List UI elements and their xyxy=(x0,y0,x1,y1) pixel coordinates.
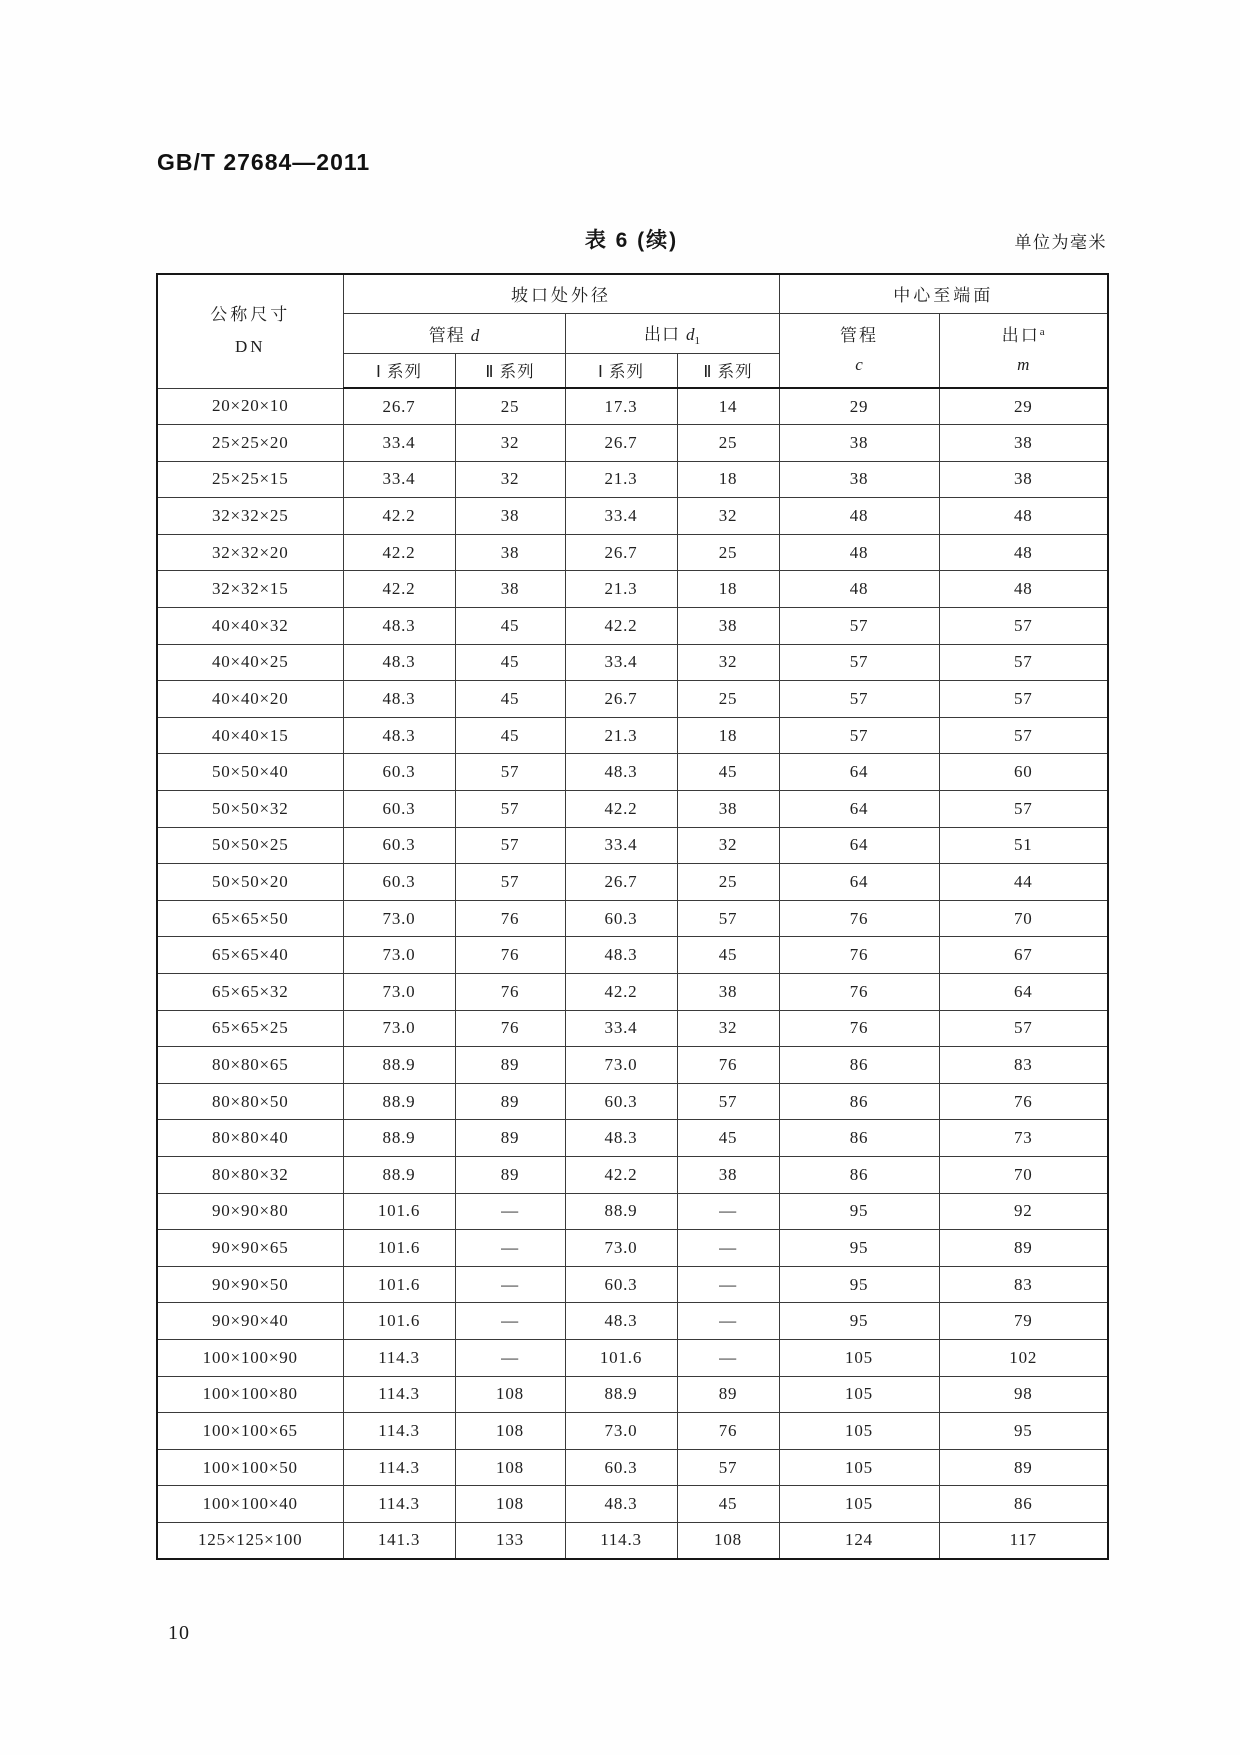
value-cell: 42.2 xyxy=(565,608,677,645)
dn-cell: 100×100×50 xyxy=(157,1449,343,1486)
value-cell: 38 xyxy=(677,1156,779,1193)
value-cell: 42.2 xyxy=(565,1156,677,1193)
value-cell: 33.4 xyxy=(565,1010,677,1047)
value-cell: 33.4 xyxy=(343,425,455,462)
value-cell: 114.3 xyxy=(343,1339,455,1376)
value-cell: 76 xyxy=(779,937,939,974)
value-cell: 64 xyxy=(779,864,939,901)
value-cell: — xyxy=(677,1230,779,1267)
value-cell: 38 xyxy=(677,608,779,645)
table-body xyxy=(157,388,1108,1559)
table-row xyxy=(157,974,1108,1011)
col-group-center-to-end: 中心至端面 xyxy=(779,274,1108,313)
value-cell: 117 xyxy=(939,1522,1108,1559)
value-cell: — xyxy=(677,1193,779,1230)
table-row xyxy=(157,1376,1108,1413)
table-row xyxy=(157,900,1108,937)
col-header-series-2-outlet: Ⅱ 系列 xyxy=(677,353,779,388)
table-row xyxy=(157,1047,1108,1084)
dn-cell: 100×100×90 xyxy=(157,1339,343,1376)
value-cell: 17.3 xyxy=(565,388,677,425)
dn-cell: 50×50×25 xyxy=(157,827,343,864)
value-cell: 60.3 xyxy=(343,791,455,828)
col-header-series-1-run: Ⅰ 系列 xyxy=(343,353,455,388)
value-cell: 33.4 xyxy=(565,644,677,681)
value-cell: 48.3 xyxy=(565,1486,677,1523)
table-row xyxy=(157,1120,1108,1157)
table-row xyxy=(157,534,1108,571)
value-cell: 32 xyxy=(677,644,779,681)
value-cell: 45 xyxy=(677,937,779,974)
value-cell: 60 xyxy=(939,754,1108,791)
table-row xyxy=(157,388,1108,425)
value-cell: 32 xyxy=(455,461,565,498)
value-cell: 48 xyxy=(779,498,939,535)
value-cell: 51 xyxy=(939,827,1108,864)
dn-cell: 50×50×40 xyxy=(157,754,343,791)
value-cell: 18 xyxy=(677,717,779,754)
dn-cell: 80×80×32 xyxy=(157,1156,343,1193)
value-cell: 42.2 xyxy=(343,571,455,608)
value-cell: 88.9 xyxy=(343,1047,455,1084)
table-row xyxy=(157,608,1108,645)
value-cell: 21.3 xyxy=(565,717,677,754)
dn-cell: 100×100×80 xyxy=(157,1376,343,1413)
dn-cell: 25×25×20 xyxy=(157,425,343,462)
value-cell: 48 xyxy=(939,571,1108,608)
dn-cell: 90×90×80 xyxy=(157,1193,343,1230)
dn-cell: 32×32×25 xyxy=(157,498,343,535)
value-cell: 83 xyxy=(939,1047,1108,1084)
value-cell: 45 xyxy=(455,644,565,681)
dn-cell: 40×40×15 xyxy=(157,717,343,754)
dn-cell: 100×100×65 xyxy=(157,1413,343,1450)
value-cell: 98 xyxy=(939,1376,1108,1413)
value-cell: 88.9 xyxy=(343,1120,455,1157)
value-cell: 86 xyxy=(779,1120,939,1157)
dn-label: DN xyxy=(234,337,266,357)
unit-note: 单位为毫米 xyxy=(1014,233,1107,252)
value-cell: 33.4 xyxy=(565,827,677,864)
value-cell: 76 xyxy=(455,900,565,937)
value-cell: — xyxy=(455,1230,565,1267)
dn-cell: 50×50×32 xyxy=(157,791,343,828)
col-header-nominal-size xyxy=(157,274,343,388)
dn-cell: 40×40×20 xyxy=(157,681,343,718)
value-cell: 57 xyxy=(939,644,1108,681)
table-row xyxy=(157,827,1108,864)
dn-cell: 40×40×32 xyxy=(157,608,343,645)
value-cell: — xyxy=(677,1266,779,1303)
dn-cell: 80×80×50 xyxy=(157,1083,343,1120)
col-header-outlet-d1: 出口 $d_1$ xyxy=(565,313,779,353)
value-cell: 45 xyxy=(677,1486,779,1523)
value-cell: 57 xyxy=(939,1010,1108,1047)
value-cell: 48.3 xyxy=(343,608,455,645)
value-cell: 83 xyxy=(939,1266,1108,1303)
value-cell: 95 xyxy=(779,1303,939,1340)
value-cell: 73.0 xyxy=(565,1230,677,1267)
value-cell: 76 xyxy=(779,900,939,937)
value-cell: — xyxy=(455,1339,565,1376)
value-cell: 64 xyxy=(779,827,939,864)
value-cell: 48.3 xyxy=(565,754,677,791)
dn-cell: 25×25×15 xyxy=(157,461,343,498)
value-cell: 102 xyxy=(939,1339,1108,1376)
value-cell: 108 xyxy=(677,1522,779,1559)
col-header-run-d: 管程 d xyxy=(343,313,565,353)
value-cell: 92 xyxy=(939,1193,1108,1230)
spec-table xyxy=(156,273,1109,1560)
value-cell: 21.3 xyxy=(565,571,677,608)
value-cell: 60.3 xyxy=(343,864,455,901)
value-cell: 57 xyxy=(779,644,939,681)
dn-cell: 65×65×25 xyxy=(157,1010,343,1047)
value-cell: 18 xyxy=(677,571,779,608)
value-cell: 76 xyxy=(455,974,565,1011)
table-row xyxy=(157,644,1108,681)
col-group-bevel-outer-diameter: 坡口处外径 xyxy=(343,274,779,313)
dn-cell: 80×80×65 xyxy=(157,1047,343,1084)
dn-cell: 40×40×25 xyxy=(157,644,343,681)
value-cell: 60.3 xyxy=(565,1266,677,1303)
value-cell: 73.0 xyxy=(565,1047,677,1084)
table-row xyxy=(157,425,1108,462)
value-cell: 105 xyxy=(779,1376,939,1413)
dn-cell: 32×32×20 xyxy=(157,534,343,571)
value-cell: 67 xyxy=(939,937,1108,974)
value-cell: 76 xyxy=(677,1413,779,1450)
table-row xyxy=(157,717,1108,754)
table-row xyxy=(157,1486,1108,1523)
value-cell: 105 xyxy=(779,1486,939,1523)
value-cell: 38 xyxy=(779,461,939,498)
value-cell: 48.3 xyxy=(565,1303,677,1340)
value-cell: 101.6 xyxy=(343,1230,455,1267)
value-cell: 89 xyxy=(455,1120,565,1157)
value-cell: 76 xyxy=(779,974,939,1011)
table-row xyxy=(157,1449,1108,1486)
value-cell: 101.6 xyxy=(343,1303,455,1340)
dn-cell: 65×65×50 xyxy=(157,900,343,937)
value-cell: 57 xyxy=(677,1449,779,1486)
table-row xyxy=(157,498,1108,535)
value-cell: 105 xyxy=(779,1413,939,1450)
value-cell: — xyxy=(455,1266,565,1303)
value-cell: 48 xyxy=(779,534,939,571)
value-cell: 76 xyxy=(677,1047,779,1084)
value-cell: 88.9 xyxy=(343,1156,455,1193)
value-cell: 26.7 xyxy=(343,388,455,425)
dn-cell: 65×65×32 xyxy=(157,974,343,1011)
table-row xyxy=(157,791,1108,828)
nominal-size-label: 公称尺寸 xyxy=(210,304,291,324)
value-cell: 101.6 xyxy=(343,1266,455,1303)
value-cell: 33.4 xyxy=(565,498,677,535)
value-cell: 48.3 xyxy=(565,1120,677,1157)
value-cell: 45 xyxy=(455,608,565,645)
value-cell: 89 xyxy=(677,1376,779,1413)
value-cell: 73.0 xyxy=(343,1010,455,1047)
value-cell: 89 xyxy=(455,1047,565,1084)
value-cell: 57 xyxy=(779,717,939,754)
table-row xyxy=(157,1339,1108,1376)
value-cell: — xyxy=(455,1303,565,1340)
value-cell: 45 xyxy=(677,1120,779,1157)
value-cell: 57 xyxy=(779,681,939,718)
value-cell: 42.2 xyxy=(343,534,455,571)
table-row xyxy=(157,1522,1108,1559)
value-cell: 57 xyxy=(677,1083,779,1120)
value-cell: 60.3 xyxy=(565,900,677,937)
value-cell: — xyxy=(677,1339,779,1376)
table-row xyxy=(157,461,1108,498)
col-header-run-c: 管程 c xyxy=(779,313,939,388)
value-cell: 32 xyxy=(455,425,565,462)
col-header-outlet-m: 出口$^a$ m xyxy=(939,313,1108,388)
value-cell: 26.7 xyxy=(565,425,677,462)
value-cell: 108 xyxy=(455,1413,565,1450)
value-cell: 29 xyxy=(779,388,939,425)
value-cell: 88.9 xyxy=(565,1376,677,1413)
dn-cell: 50×50×20 xyxy=(157,864,343,901)
value-cell: 25 xyxy=(677,534,779,571)
col-header-series-1-outlet: Ⅰ 系列 xyxy=(565,353,677,388)
value-cell: 44 xyxy=(939,864,1108,901)
value-cell: 32 xyxy=(677,498,779,535)
value-cell: 38 xyxy=(455,571,565,608)
table-row xyxy=(157,1413,1108,1450)
value-cell: 29 xyxy=(939,388,1108,425)
value-cell: 95 xyxy=(939,1413,1108,1450)
value-cell: 79 xyxy=(939,1303,1108,1340)
value-cell: 88.9 xyxy=(343,1083,455,1120)
value-cell: 60.3 xyxy=(565,1083,677,1120)
table-row xyxy=(157,1193,1108,1230)
table-row xyxy=(157,1230,1108,1267)
table-row xyxy=(157,754,1108,791)
value-cell: 95 xyxy=(779,1230,939,1267)
value-cell: 133 xyxy=(455,1522,565,1559)
dn-cell: 100×100×40 xyxy=(157,1486,343,1523)
table-row xyxy=(157,681,1108,718)
header-row-groups xyxy=(157,274,1108,313)
value-cell: 64 xyxy=(779,754,939,791)
value-cell: 108 xyxy=(455,1376,565,1413)
table-row xyxy=(157,1083,1108,1120)
value-cell: 76 xyxy=(939,1083,1108,1120)
value-cell: 42.2 xyxy=(565,974,677,1011)
value-cell: 57 xyxy=(455,827,565,864)
dn-cell: 65×65×40 xyxy=(157,937,343,974)
value-cell: 42.2 xyxy=(343,498,455,535)
page-number: 10 xyxy=(168,1622,190,1644)
value-cell: 114.3 xyxy=(343,1449,455,1486)
value-cell: 48 xyxy=(939,498,1108,535)
value-cell: 32 xyxy=(677,1010,779,1047)
dn-cell: 90×90×65 xyxy=(157,1230,343,1267)
value-cell: 60.3 xyxy=(343,827,455,864)
value-cell: 76 xyxy=(455,1010,565,1047)
value-cell: 38 xyxy=(779,425,939,462)
table-row xyxy=(157,1266,1108,1303)
value-cell: 108 xyxy=(455,1486,565,1523)
value-cell: 25 xyxy=(677,425,779,462)
value-cell: — xyxy=(455,1193,565,1230)
value-cell: 86 xyxy=(939,1486,1108,1523)
value-cell: 73.0 xyxy=(343,937,455,974)
value-cell: 45 xyxy=(677,754,779,791)
value-cell: 89 xyxy=(455,1156,565,1193)
table-row xyxy=(157,571,1108,608)
value-cell: 89 xyxy=(939,1230,1108,1267)
value-cell: 57 xyxy=(779,608,939,645)
table-title: 表 6 (续) xyxy=(584,229,679,252)
value-cell: 73.0 xyxy=(343,900,455,937)
value-cell: 18 xyxy=(677,461,779,498)
value-cell: 57 xyxy=(455,864,565,901)
value-cell: 89 xyxy=(455,1083,565,1120)
value-cell: 42.2 xyxy=(565,791,677,828)
value-cell: 73 xyxy=(939,1120,1108,1157)
value-cell: 38 xyxy=(677,791,779,828)
value-cell: 48 xyxy=(939,534,1108,571)
value-cell: 105 xyxy=(779,1339,939,1376)
value-cell: 76 xyxy=(779,1010,939,1047)
value-cell: 76 xyxy=(455,937,565,974)
table-caption-band xyxy=(156,224,1107,254)
value-cell: 114.3 xyxy=(343,1376,455,1413)
value-cell: 38 xyxy=(455,534,565,571)
value-cell: 38 xyxy=(677,974,779,1011)
value-cell: 25 xyxy=(677,864,779,901)
value-cell: 26.7 xyxy=(565,864,677,901)
value-cell: 25 xyxy=(455,388,565,425)
value-cell: 57 xyxy=(455,791,565,828)
value-cell: 26.7 xyxy=(565,681,677,718)
table-row xyxy=(157,1303,1108,1340)
value-cell: 86 xyxy=(779,1083,939,1120)
value-cell: 95 xyxy=(779,1266,939,1303)
value-cell: 48.3 xyxy=(343,681,455,718)
value-cell: 60.3 xyxy=(343,754,455,791)
value-cell: 57 xyxy=(939,717,1108,754)
table-row xyxy=(157,864,1108,901)
value-cell: 57 xyxy=(677,900,779,937)
value-cell: 114.3 xyxy=(565,1522,677,1559)
table-row xyxy=(157,1156,1108,1193)
value-cell: 48 xyxy=(779,571,939,608)
value-cell: 101.6 xyxy=(343,1193,455,1230)
dn-cell: 32×32×15 xyxy=(157,571,343,608)
value-cell: 73.0 xyxy=(565,1413,677,1450)
dn-cell: 90×90×50 xyxy=(157,1266,343,1303)
dn-cell: 90×90×40 xyxy=(157,1303,343,1340)
col-header-series-2-run: Ⅱ 系列 xyxy=(455,353,565,388)
value-cell: 26.7 xyxy=(565,534,677,571)
value-cell: 88.9 xyxy=(565,1193,677,1230)
value-cell: 101.6 xyxy=(565,1339,677,1376)
value-cell: 70 xyxy=(939,900,1108,937)
table-row xyxy=(157,1010,1108,1047)
value-cell: 105 xyxy=(779,1449,939,1486)
dn-cell: 125×125×100 xyxy=(157,1522,343,1559)
value-cell: 57 xyxy=(455,754,565,791)
value-cell: 25 xyxy=(677,681,779,718)
value-cell: 95 xyxy=(779,1193,939,1230)
value-cell: 86 xyxy=(779,1047,939,1084)
table-row xyxy=(157,937,1108,974)
value-cell: 124 xyxy=(779,1522,939,1559)
value-cell: 64 xyxy=(939,974,1108,1011)
value-cell: 57 xyxy=(939,681,1108,718)
value-cell: 73.0 xyxy=(343,974,455,1011)
value-cell: 64 xyxy=(779,791,939,828)
value-cell: 108 xyxy=(455,1449,565,1486)
value-cell: 21.3 xyxy=(565,461,677,498)
value-cell: 33.4 xyxy=(343,461,455,498)
value-cell: 141.3 xyxy=(343,1522,455,1559)
dn-cell: 20×20×10 xyxy=(157,388,343,425)
value-cell: 114.3 xyxy=(343,1413,455,1450)
value-cell: 89 xyxy=(939,1449,1108,1486)
value-cell: 60.3 xyxy=(565,1449,677,1486)
value-cell: 14 xyxy=(677,388,779,425)
value-cell: 48.3 xyxy=(343,644,455,681)
value-cell: 38 xyxy=(939,425,1108,462)
value-cell: 48.3 xyxy=(565,937,677,974)
value-cell: 38 xyxy=(939,461,1108,498)
value-cell: 45 xyxy=(455,717,565,754)
value-cell: 114.3 xyxy=(343,1486,455,1523)
value-cell: 45 xyxy=(455,681,565,718)
value-cell: 70 xyxy=(939,1156,1108,1193)
value-cell: — xyxy=(677,1303,779,1340)
value-cell: 86 xyxy=(779,1156,939,1193)
value-cell: 32 xyxy=(677,827,779,864)
value-cell: 48.3 xyxy=(343,717,455,754)
standard-number: GB/T 27684—2011 xyxy=(157,149,371,175)
value-cell: 38 xyxy=(455,498,565,535)
value-cell: 57 xyxy=(939,791,1108,828)
dn-cell: 80×80×40 xyxy=(157,1120,343,1157)
value-cell: 57 xyxy=(939,608,1108,645)
